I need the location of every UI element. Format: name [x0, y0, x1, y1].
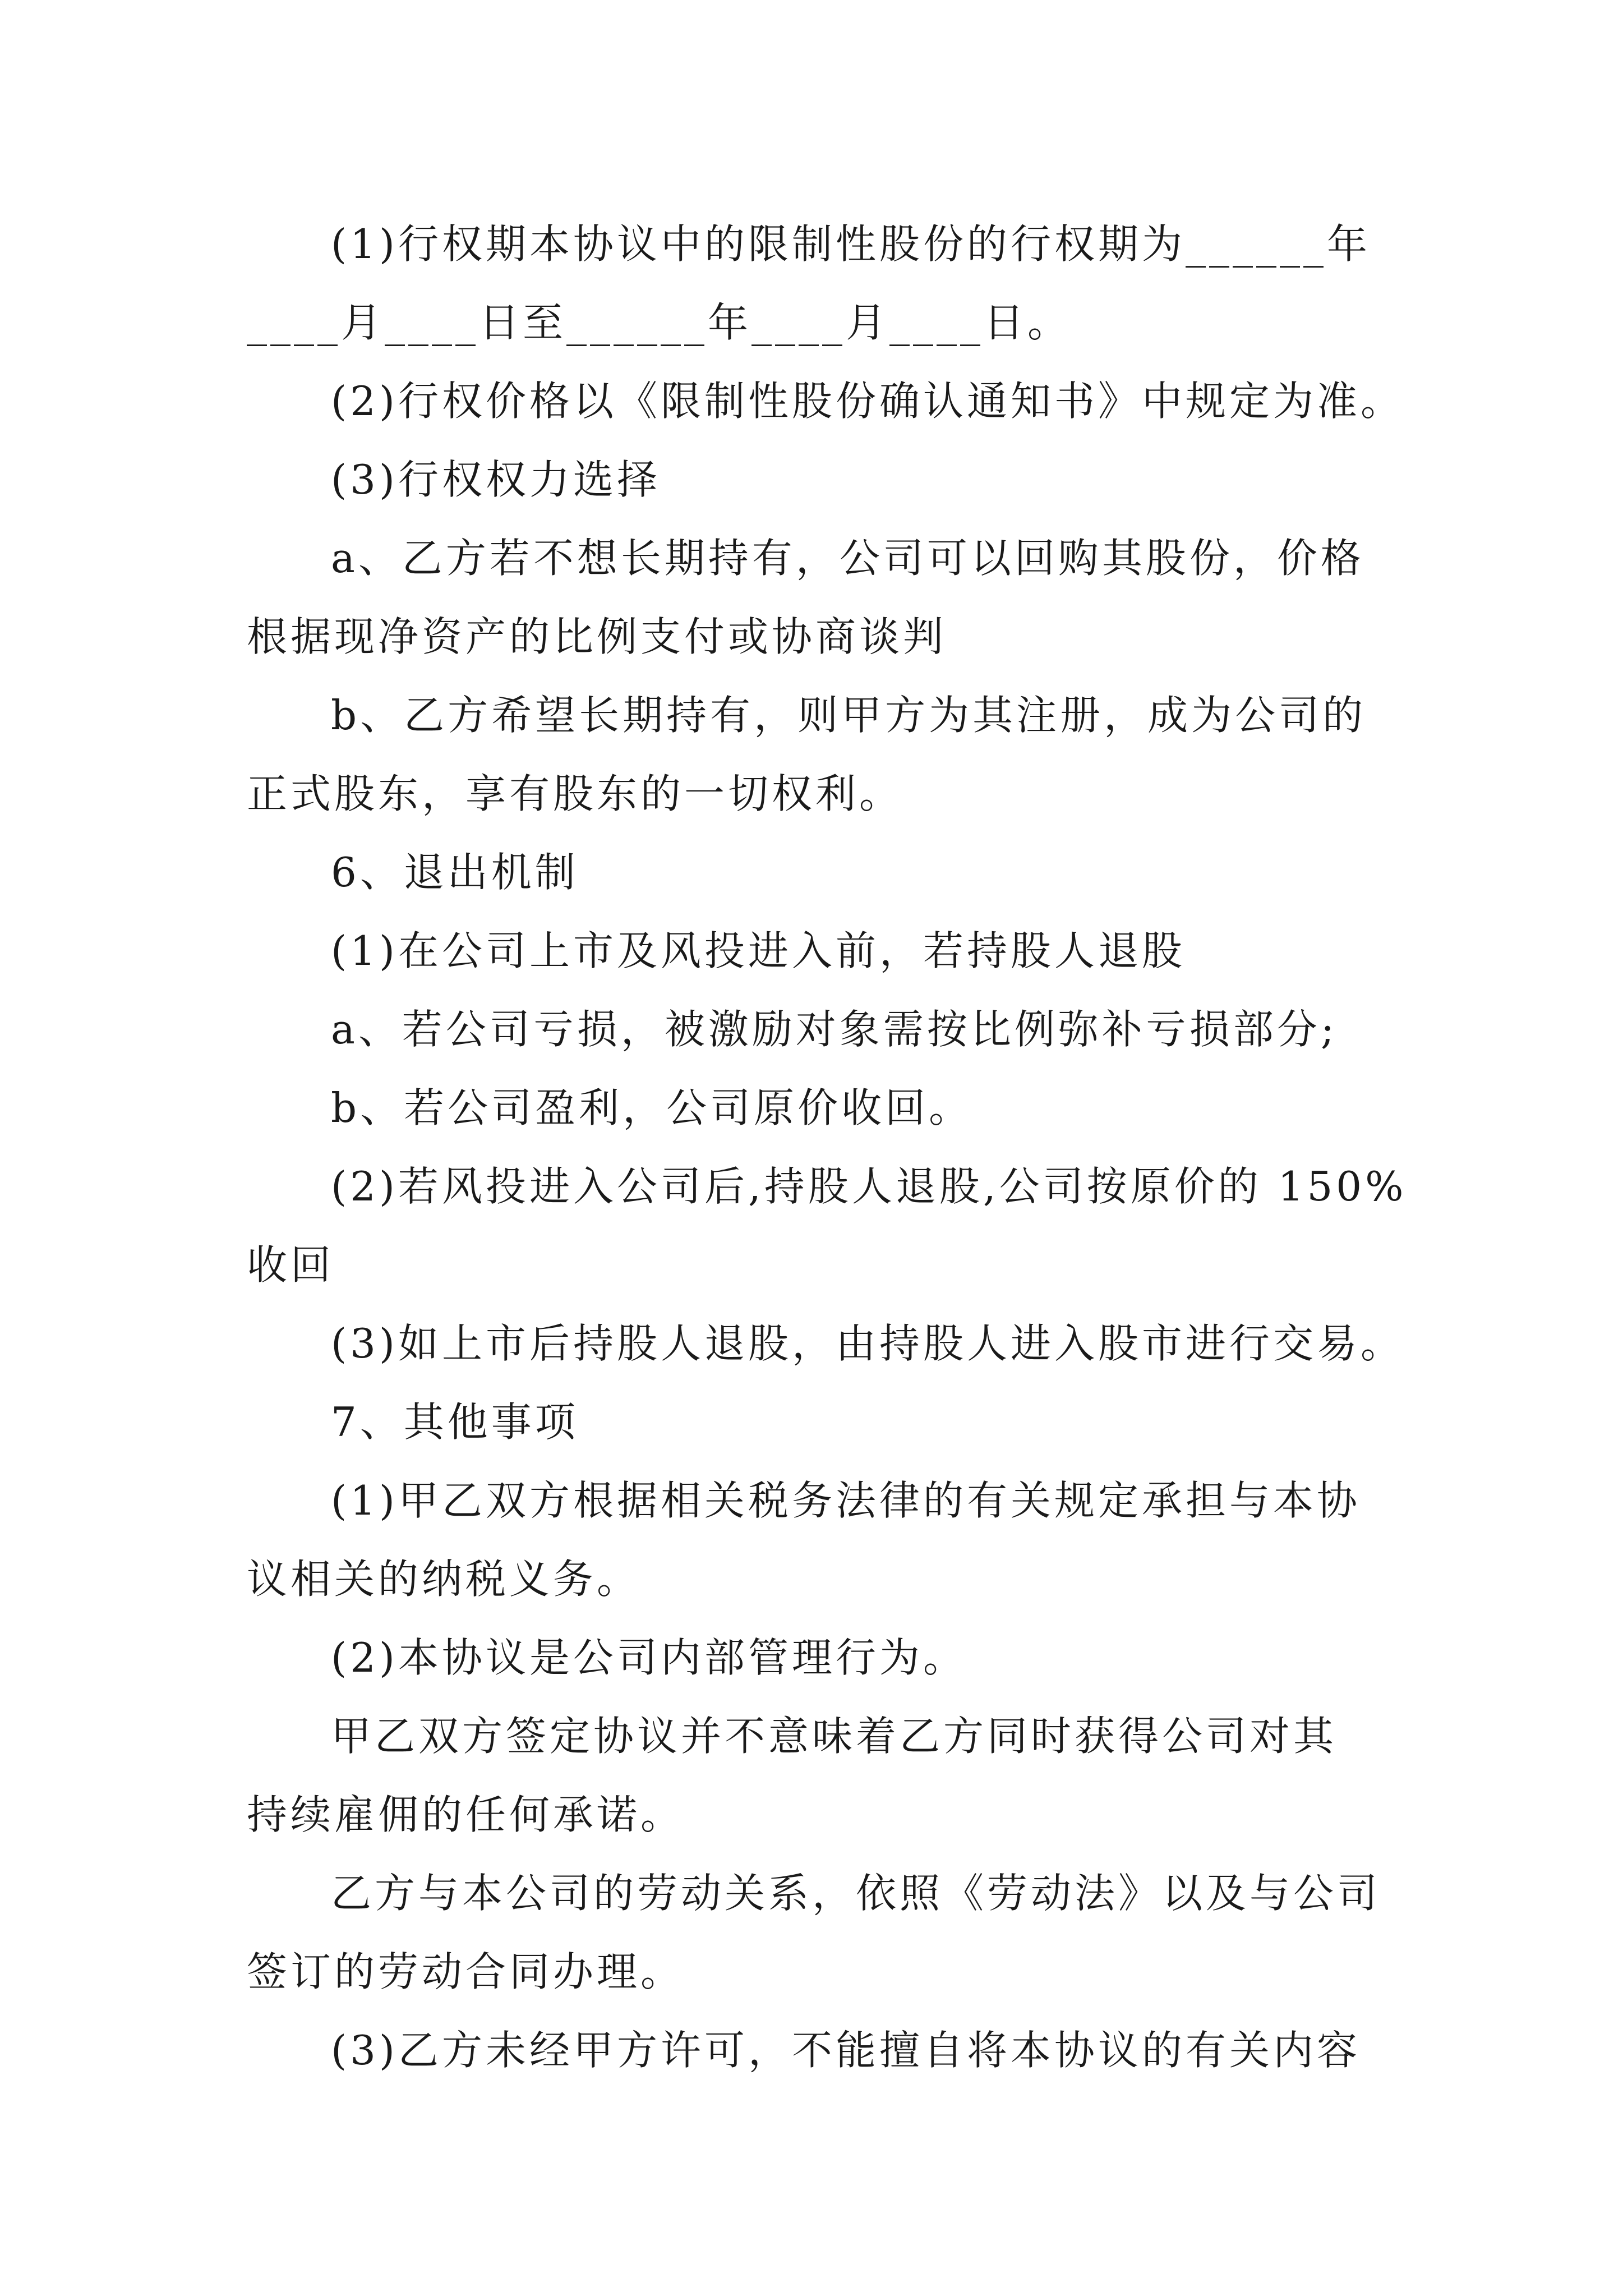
section-heading-other-matters: 7、其他事项: [331, 1398, 579, 1446]
exit-profit-line: b、若公司盈利，公司原价收回。: [331, 1084, 973, 1131]
exit-after-listing-line: (3)如上市后持股人退股，由持股人进入股市进行交易。: [331, 1320, 1404, 1367]
exercise-price-line: (2)行权价格以《限制性股份确认通知书》中规定为准。: [331, 378, 1404, 425]
option-b-line-1: b、乙方希望长期持有，则甲方为其注册，成为公司的: [331, 692, 1367, 739]
section-heading-exit-mechanism: 6、退出机制: [331, 849, 579, 896]
document-body: [247, 205, 1407, 2090]
labor-relation-line-1: 乙方与本公司的劳动关系，依照《劳动法》以及与公司: [331, 1870, 1381, 1917]
option-a-line-2: 根据现净资产的比例支付或协商谈判: [247, 613, 947, 660]
confidentiality-line: (3)乙方未经甲方许可，不能擅自将本协议的有关内容: [331, 2027, 1361, 2074]
exit-before-listing-line: (1)在公司上市及风投进入前，若持股人退股: [331, 927, 1186, 974]
exercise-period-line: (1)行权期本协议中的限制性股份的行权期为______年: [331, 220, 1371, 268]
exercise-period-date-line: ____月____日至______年____月____日。: [247, 299, 1072, 346]
labor-relation-line-2: 签订的劳动合同办理。: [247, 1948, 685, 1995]
internal-management-line: (2)本协议是公司内部管理行为。: [331, 1634, 967, 1681]
option-b-line-2: 正式股东，享有股东的一切权利。: [247, 770, 903, 817]
tax-obligation-line-1: (1)甲乙双方根据相关税务法律的有关规定承担与本协: [331, 1477, 1361, 1524]
option-a-line-1: a、乙方若不想长期持有，公司可以回购其股份，价格: [331, 535, 1364, 582]
exit-after-vc-line-2: 收回: [247, 1241, 335, 1289]
exercise-choice-heading: (3)行权权力选择: [331, 456, 661, 503]
exit-after-vc-line-1: (2)若风投进入公司后,持股人退股,公司按原价的 150%: [331, 1163, 1407, 1210]
exit-loss-line: a、若公司亏损，被激励对象需按比例弥补亏损部分;: [331, 1006, 1338, 1053]
no-employment-promise-line-1: 甲乙双方签定协议并不意味着乙方同时获得公司对其: [331, 1713, 1338, 1760]
no-employment-promise-line-2: 持续雇佣的任何承诺。: [247, 1791, 685, 1838]
tax-obligation-line-2: 议相关的纳税义务。: [247, 1556, 641, 1603]
